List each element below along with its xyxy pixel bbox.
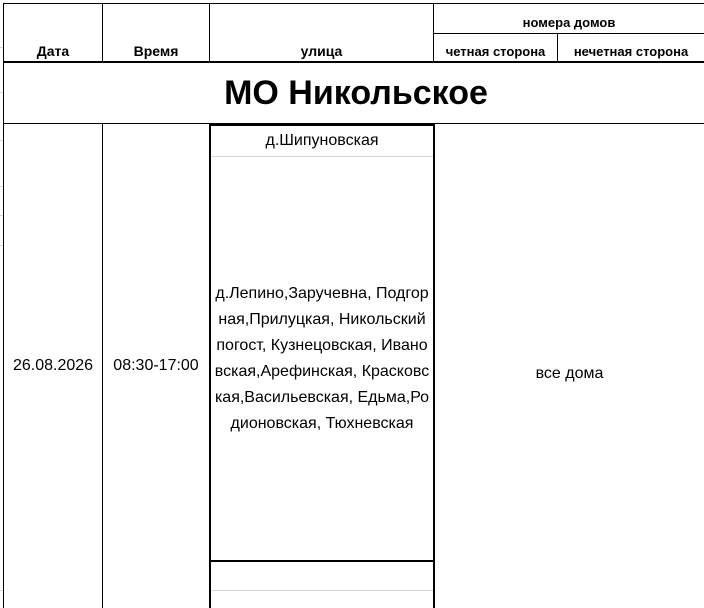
section-title: МО Никольское [224,73,488,112]
header-odd-side: нечетная сторона [573,43,689,59]
street-item: д.Лепино,Заручевна, Подгорная,Прилуцкая, Никольский погост, Кузнецовская, Ивановская,Арефинская, Красковская,Васильевская, Едьма,Родионовская, Тюхневская [214,284,430,432]
street-item: д.Шипуновская [265,132,379,149]
header-street: улица [300,43,343,59]
row-time: 08:30-17:00 [113,357,199,374]
header-date: Дата [36,43,70,59]
header-house-numbers: номера домов [522,14,616,30]
row-houses: все дома [535,365,604,382]
header-time: Время [133,43,179,59]
header-even-side: четная сторона [445,43,546,59]
row-date: 26.08.2026 [12,357,94,374]
